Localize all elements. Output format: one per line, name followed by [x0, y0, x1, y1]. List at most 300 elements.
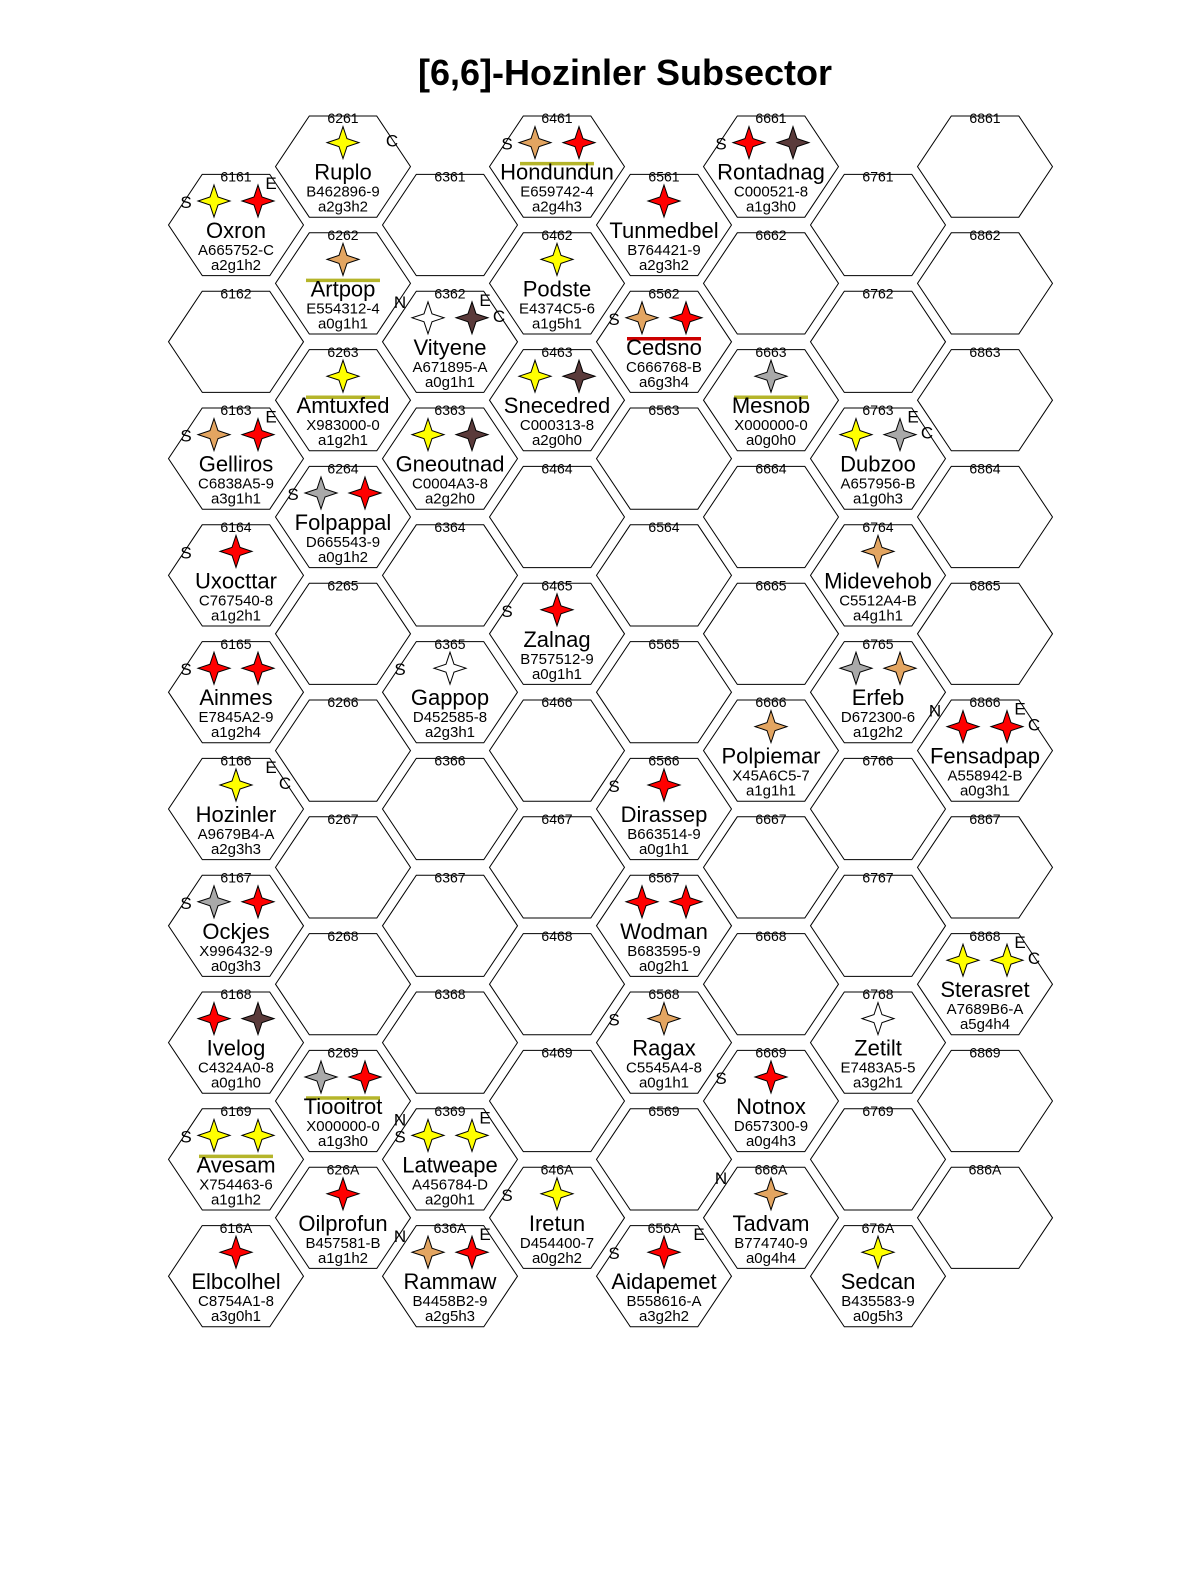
- hex-outline: [811, 875, 946, 976]
- hex-outline: [918, 233, 1053, 334]
- world-pbg: a0g2h1: [638, 957, 690, 975]
- hex-6863: [918, 344, 1053, 451]
- world-pbg: a1g2h4: [210, 724, 262, 742]
- hex-6668: [704, 928, 839, 1035]
- world-uwp: C666768-B: [626, 358, 702, 376]
- world-pbg: a1g5h1: [531, 315, 583, 333]
- world-uwp: E7845A2-9: [198, 709, 274, 727]
- star-brown-icon: [242, 1003, 274, 1035]
- hex-6366: [383, 753, 518, 860]
- world-uwp: A9679B4-A: [197, 826, 275, 843]
- hex-outline: [704, 817, 839, 918]
- hex-number: 686A: [968, 1161, 1002, 1178]
- world-pbg: a1g1h2: [317, 1249, 369, 1267]
- hex-number: 6364: [434, 519, 466, 535]
- world-uwp: B757512-9: [520, 650, 594, 668]
- star-yellow-icon: [242, 1119, 274, 1151]
- hex-outline: [169, 291, 304, 392]
- hex-6266: [276, 694, 411, 801]
- world-pbg: a0g1h1: [638, 1074, 690, 1092]
- world-pbg: a1g2h1: [210, 607, 262, 625]
- hex-outline: [704, 583, 839, 684]
- scout-base-marker: S: [180, 1127, 192, 1147]
- star-red-icon: [670, 886, 702, 918]
- hex-6466: [490, 694, 625, 801]
- world-pbg: a2g5h3: [424, 1308, 476, 1326]
- star-yellow-icon: [862, 1236, 894, 1268]
- star-yellow-icon: [840, 419, 872, 451]
- hex-6864: [918, 461, 1053, 568]
- hex-number: 6868: [969, 927, 1001, 944]
- world-uwp: B774740-9: [734, 1234, 808, 1252]
- hex-6767: [811, 869, 946, 976]
- star-orange-icon: [412, 1236, 444, 1268]
- world-name: Vityene: [413, 334, 487, 360]
- hex-6567: [597, 869, 732, 976]
- hex-number: 6168: [220, 986, 252, 1003]
- naval-base-marker: N: [393, 1227, 407, 1247]
- scout-base-marker: S: [394, 1127, 406, 1147]
- hex-6464: [490, 461, 625, 568]
- hex-number: 6668: [755, 927, 787, 944]
- star-white-icon: [412, 302, 444, 334]
- hex-number: 656A: [647, 1219, 681, 1236]
- hex-6663: [704, 344, 839, 451]
- naval-base-marker: N: [393, 292, 407, 312]
- world-pbg: a2g3h1: [424, 724, 476, 742]
- world-pbg: a0g5h3: [852, 1308, 904, 1326]
- world-uwp: C4324A0-8: [198, 1059, 274, 1077]
- hex-number: 6361: [434, 168, 466, 185]
- star-red-icon: [242, 652, 274, 684]
- scout-base-marker: S: [715, 1069, 727, 1088]
- hex-outline: [383, 174, 518, 275]
- hex-number: 6261: [327, 110, 359, 127]
- extra-marker-c: C: [385, 131, 399, 151]
- map-title: [6,6]-Hozinler Subsector: [417, 52, 833, 93]
- hex-6461: [490, 110, 625, 217]
- world-uwp: X000000-0: [734, 417, 808, 435]
- world-pbg: a4g1h1: [852, 607, 904, 625]
- world-name: Tunmedbel: [609, 218, 719, 243]
- star-red-icon: [349, 477, 381, 509]
- hex-6565: [597, 636, 732, 743]
- hex-outline: [811, 1109, 946, 1210]
- hex-outline: [811, 174, 946, 275]
- hex-number: 6567: [648, 869, 680, 886]
- hex-outline: [490, 700, 625, 801]
- hex-6463: [490, 344, 625, 451]
- hex-6267: [276, 811, 411, 918]
- hex-6766: [811, 753, 946, 860]
- world-pbg: a2g0h0: [531, 432, 583, 450]
- world-uwp: A665752-C: [198, 242, 274, 259]
- star-red-icon: [198, 652, 230, 684]
- hex-6861: [918, 110, 1053, 217]
- star-yellow-icon: [541, 243, 573, 275]
- star-yellow-icon: [412, 419, 444, 451]
- hex-636A: [383, 1220, 518, 1327]
- world-name: Oilprofun: [298, 1210, 388, 1236]
- hex-676A: [811, 1220, 946, 1327]
- world-name: Tiooitrot: [303, 1094, 383, 1119]
- world-pbg: a0g4h4: [745, 1249, 797, 1267]
- star-brown-icon: [563, 360, 595, 392]
- star-red-icon: [755, 1061, 787, 1093]
- hex-6568: [597, 986, 732, 1093]
- world-name: Dubzoo: [840, 451, 916, 477]
- world-uwp: B764421-9: [627, 242, 701, 259]
- hex-number: 6764: [862, 519, 894, 535]
- hex-6263: [276, 344, 411, 451]
- hex-number: 6167: [220, 869, 252, 886]
- hex-number: 6269: [327, 1044, 359, 1061]
- hex-6162: [169, 285, 304, 392]
- hex-6269: [276, 1045, 411, 1152]
- scout-base-marker: S: [501, 134, 513, 154]
- hex-6469: [490, 1045, 625, 1152]
- world-name: Polpiemar: [721, 743, 821, 769]
- world-uwp: C000313-8: [519, 417, 595, 435]
- star-yellow-icon: [327, 360, 359, 392]
- hex-outline: [276, 583, 411, 684]
- world-name: Sedcan: [840, 1269, 916, 1295]
- world-name: Notnox: [736, 1094, 806, 1119]
- hex-number: 6466: [541, 694, 573, 711]
- hex-626A: [276, 1161, 411, 1268]
- world-uwp: A558942-B: [947, 767, 1023, 785]
- world-name: Rammaw: [403, 1269, 497, 1295]
- hex-number: 6266: [327, 694, 359, 711]
- star-gray-icon: [198, 886, 230, 918]
- world-pbg: a0g0h0: [745, 432, 797, 450]
- world-pbg: a0g1h0: [210, 1074, 262, 1092]
- star-red-icon: [733, 127, 765, 159]
- world-name: Ainmes: [199, 685, 273, 711]
- world-uwp: E554312-4: [306, 300, 380, 318]
- world-uwp: X996432-9: [199, 942, 273, 960]
- naval-base-marker: N: [393, 1110, 407, 1130]
- hex-6768: [811, 986, 946, 1093]
- extra-marker-e: E: [693, 1225, 705, 1245]
- world-name: Dirassep: [620, 802, 708, 827]
- hex-number: 6362: [434, 285, 466, 302]
- hex-6362: [383, 285, 518, 392]
- hex-number: 6867: [969, 811, 1001, 827]
- star-yellow-icon: [541, 1178, 573, 1210]
- hex-number: 6665: [755, 577, 787, 594]
- world-name: Ragax: [632, 1035, 696, 1061]
- star-yellow-icon: [947, 944, 979, 976]
- hex-outline: [276, 934, 411, 1035]
- world-pbg: a1g0h3: [852, 490, 904, 508]
- hex-number: 6862: [969, 227, 1001, 243]
- world-name: Ockjes: [202, 918, 270, 944]
- world-name: Mesnob: [731, 393, 811, 419]
- star-orange-icon: [626, 302, 658, 334]
- star-orange-icon: [648, 1003, 680, 1035]
- hex-6561: [597, 169, 732, 276]
- hex-number: 6663: [755, 343, 787, 360]
- world-name: Podste: [522, 276, 592, 302]
- world-name: Uxocttar: [195, 568, 277, 594]
- world-uwp: C6838A5-9: [198, 475, 274, 493]
- hex-6667: [704, 811, 839, 918]
- hex-number: 666A: [754, 1161, 788, 1178]
- hex-6169: [169, 1103, 304, 1210]
- hex-686A: [918, 1161, 1053, 1268]
- hex-number: 6265: [327, 577, 359, 594]
- star-orange-icon: [198, 419, 230, 451]
- world-name: Avesam: [196, 1152, 276, 1178]
- star-brown-icon: [777, 127, 809, 159]
- scout-base-marker: S: [180, 660, 192, 680]
- star-gray-icon: [305, 1061, 337, 1093]
- star-yellow-icon: [220, 769, 252, 801]
- hex-number: 6569: [648, 1103, 680, 1119]
- world-uwp: E7483A5-5: [840, 1059, 916, 1077]
- star-yellow-icon: [519, 360, 551, 392]
- hex-number: 6262: [327, 227, 359, 243]
- hex-number: 6762: [862, 285, 894, 302]
- hex-6764: [811, 519, 946, 626]
- world-uwp: X000000-0: [306, 1118, 380, 1135]
- extra-marker-c: C: [1027, 949, 1041, 969]
- extra-marker-e: E: [265, 407, 277, 427]
- hex-number: 6566: [648, 752, 680, 769]
- hex-outline: [383, 525, 518, 626]
- hex-6165: [169, 636, 304, 743]
- hex-number: 6769: [862, 1103, 894, 1119]
- hex-number: 6366: [434, 752, 466, 769]
- scout-base-marker: S: [608, 309, 620, 329]
- star-red-icon: [947, 711, 979, 743]
- hex-6566: [597, 753, 732, 860]
- star-orange-icon: [519, 127, 551, 159]
- star-red-icon: [648, 185, 680, 217]
- world-uwp: C5545A4-8: [626, 1059, 702, 1077]
- world-name: Gelliros: [198, 451, 274, 477]
- hex-outline: [704, 934, 839, 1035]
- scout-base-marker: S: [501, 1185, 513, 1205]
- hex-outline: [490, 934, 625, 1035]
- hex-outline: [704, 466, 839, 567]
- star-orange-icon: [327, 243, 359, 275]
- scout-base-marker: S: [180, 543, 192, 563]
- hex-outline: [490, 817, 625, 918]
- world-name: Zalnag: [523, 626, 591, 652]
- world-name: Rontadnag: [717, 159, 825, 185]
- hex-number: 6367: [434, 869, 466, 886]
- star-red-icon: [626, 886, 658, 918]
- world-uwp: A671895-A: [412, 358, 488, 376]
- scout-base-marker: S: [180, 193, 192, 212]
- star-red-icon: [349, 1061, 381, 1093]
- hex-number: 6169: [220, 1103, 252, 1119]
- scout-base-marker: S: [180, 426, 192, 446]
- hex-number: 6865: [969, 577, 1001, 594]
- hex-outline: [276, 817, 411, 918]
- world-name: Amtuxfed: [296, 393, 390, 419]
- extra-marker-c: C: [1027, 715, 1041, 735]
- extra-marker-e: E: [907, 407, 919, 427]
- hex-6761: [811, 169, 946, 276]
- hex-outline: [383, 758, 518, 859]
- world-pbg: a1g1h2: [210, 1191, 262, 1209]
- scout-base-marker: S: [180, 893, 192, 913]
- scout-base-marker: S: [394, 660, 406, 680]
- hex-number: 6268: [327, 927, 359, 944]
- hex-6262: [276, 227, 411, 334]
- hex-outline: [918, 116, 1053, 217]
- hex-6765: [811, 636, 946, 743]
- world-pbg: a0g3h3: [210, 957, 262, 975]
- world-name: Erfeb: [851, 685, 905, 711]
- world-pbg: a0g1h2: [317, 549, 369, 566]
- hex-6164: [169, 519, 304, 626]
- hex-outline: [918, 1050, 1053, 1151]
- hex-number: 6864: [969, 460, 1001, 477]
- world-pbg: a0g4h3: [745, 1133, 797, 1150]
- world-name: Hondundun: [500, 159, 614, 185]
- world-pbg: a0g2h2: [531, 1249, 583, 1267]
- world-name: Oxron: [206, 218, 266, 243]
- hex-6769: [811, 1103, 946, 1210]
- star-red-icon: [541, 594, 573, 626]
- hex-number: 626A: [326, 1161, 360, 1178]
- world-name: Elbcolhel: [191, 1269, 281, 1295]
- world-pbg: a1g3h0: [745, 198, 797, 216]
- hex-number: 6363: [434, 402, 466, 419]
- hex-number: 6563: [648, 402, 680, 419]
- world-uwp: A456784-D: [412, 1176, 488, 1194]
- hex-number: 6565: [648, 635, 680, 652]
- world-name: Sterasret: [940, 977, 1030, 1003]
- world-pbg: a1g2h1: [317, 432, 369, 450]
- world-name: Cedsno: [626, 334, 702, 360]
- hex-6369: [383, 1103, 518, 1210]
- star-red-icon: [220, 1236, 252, 1268]
- star-red-icon: [220, 535, 252, 567]
- world-name: Ruplo: [314, 159, 372, 185]
- extra-marker-e: E: [265, 758, 277, 777]
- hex-outline: [490, 466, 625, 567]
- hex-number: 6869: [969, 1044, 1001, 1061]
- hex-outline: [811, 291, 946, 392]
- hex-number: 6164: [220, 519, 252, 535]
- hex-outline: [918, 1167, 1053, 1268]
- star-gray-icon: [755, 360, 787, 392]
- hex-6465: [490, 577, 625, 684]
- world-uwp: A657956-B: [840, 475, 916, 493]
- hex-number: 6662: [755, 227, 787, 243]
- world-pbg: a2g0h1: [424, 1191, 476, 1209]
- hex-number: 6461: [541, 110, 573, 127]
- hex-outline: [383, 875, 518, 976]
- hex-6763: [811, 402, 946, 509]
- world-uwp: C767540-8: [198, 592, 274, 610]
- extra-marker-c: C: [492, 306, 506, 326]
- world-pbg: a2g3h2: [638, 257, 690, 274]
- world-uwp: B558616-A: [626, 1293, 702, 1311]
- world-pbg: a3g2h2: [638, 1308, 690, 1326]
- naval-base-marker: N: [714, 1168, 728, 1188]
- world-pbg: a5g4h4: [959, 1016, 1011, 1034]
- world-pbg: a0g1h1: [317, 315, 369, 333]
- world-name: Ivelog: [206, 1035, 266, 1061]
- hex-number: 6766: [862, 752, 894, 769]
- hex-6264: [276, 461, 411, 568]
- star-brown-icon: [456, 419, 488, 451]
- star-red-icon: [198, 1003, 230, 1035]
- world-pbg: a2g2h0: [424, 490, 476, 508]
- world-pbg: a6g3h4: [638, 373, 690, 391]
- hex-6569: [597, 1103, 732, 1210]
- hex-number: 6562: [648, 285, 680, 302]
- hex-outline: [918, 466, 1053, 567]
- hex-6168: [169, 986, 304, 1093]
- world-uwp: C5512A4-B: [839, 592, 917, 610]
- star-yellow-icon: [412, 1119, 444, 1151]
- hex-656A: [597, 1220, 732, 1327]
- world-uwp: B462896-9: [306, 183, 380, 201]
- hex-number: 676A: [861, 1219, 895, 1236]
- world-pbg: a0g1h1: [424, 373, 476, 391]
- hex-number: 6162: [220, 285, 252, 302]
- hex-outline: [918, 350, 1053, 451]
- hex-number: 6761: [862, 168, 894, 185]
- hex-number: 6462: [541, 227, 573, 243]
- hex-number: 616A: [219, 1219, 253, 1236]
- hex-number: 6669: [755, 1044, 787, 1061]
- extra-marker-e: E: [479, 290, 491, 310]
- hex-6868: [918, 928, 1053, 1035]
- world-name: Wodman: [620, 918, 708, 944]
- hex-6161: [169, 169, 304, 276]
- world-name: Gappop: [410, 685, 490, 711]
- hex-outline: [918, 817, 1053, 918]
- scout-base-marker: S: [287, 485, 299, 504]
- world-uwp: X45A6C5-7: [732, 767, 810, 785]
- scout-base-marker: S: [608, 777, 620, 796]
- star-orange-icon: [755, 711, 787, 743]
- world-name: Zetilt: [854, 1035, 902, 1061]
- world-uwp: C0004A3-8: [412, 475, 488, 493]
- hex-6365: [383, 636, 518, 743]
- hex-6462: [490, 227, 625, 334]
- world-name: Fensadpap: [929, 743, 1041, 769]
- extra-marker-e: E: [1014, 699, 1026, 719]
- hex-number: 6165: [220, 635, 252, 652]
- world-pbg: a2g3h3: [210, 841, 262, 858]
- world-uwp: D672300-6: [840, 709, 916, 727]
- hex-number: 6369: [434, 1103, 466, 1119]
- hex-number: 6368: [434, 986, 466, 1003]
- hex-number: 6863: [969, 343, 1001, 360]
- hex-6865: [918, 577, 1053, 684]
- world-uwp: B663514-9: [627, 826, 701, 843]
- world-pbg: a3g0h1: [210, 1308, 262, 1326]
- hex-number: 6161: [220, 168, 252, 185]
- hex-number: 6564: [648, 519, 680, 535]
- star-red-icon: [563, 127, 595, 159]
- star-orange-icon: [884, 652, 916, 684]
- hex-6666: [704, 694, 839, 801]
- hex-outline: [276, 700, 411, 801]
- hex-6867: [918, 811, 1053, 918]
- hex-6265: [276, 577, 411, 684]
- world-pbg: a3g2h1: [852, 1074, 904, 1092]
